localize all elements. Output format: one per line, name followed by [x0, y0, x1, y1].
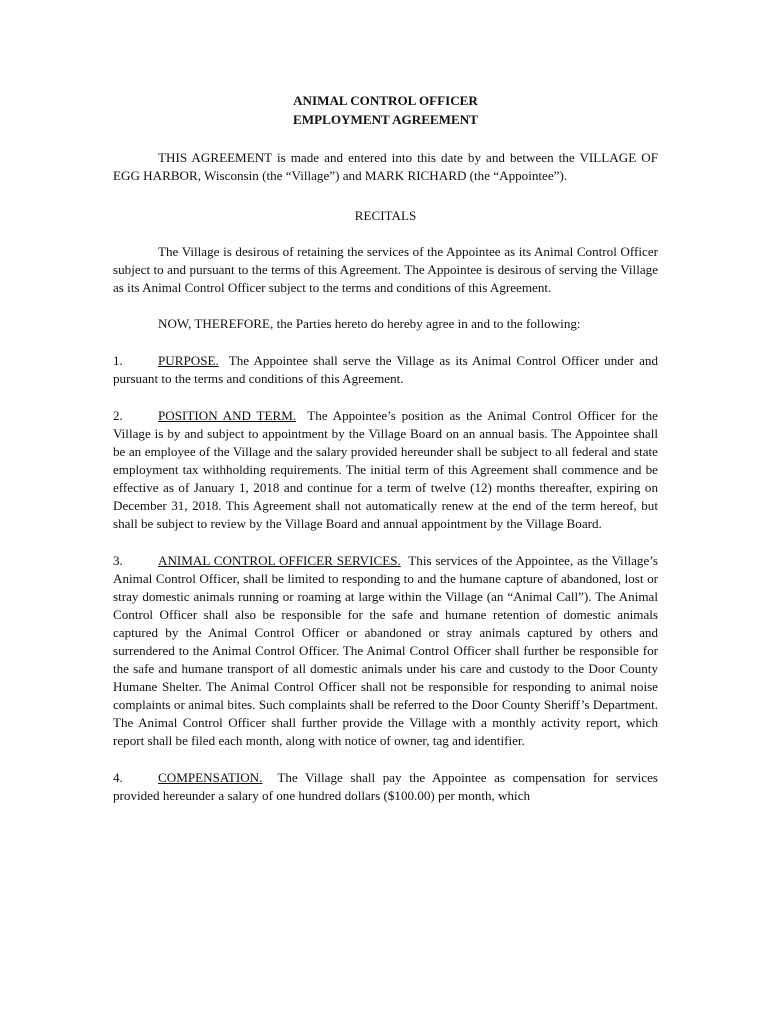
document-page — [113, 92, 658, 805]
intro-paragraph: THIS AGREEMENT is made and entered into this date by and between the VILLAGE OF EGG HARBOR, Wisconsin (the “Village”) and MARK RICHARD (the “Appointee”). — [113, 150, 658, 183]
section-purpose — [113, 352, 658, 388]
section-heading: ANIMAL CONTROL OFFICER SERVICES. — [158, 553, 401, 568]
section-animal-control-services — [113, 552, 658, 750]
section-number: 1. — [113, 353, 123, 368]
section-compensation — [113, 769, 658, 805]
section-body: The Village shall pay the Appointee as compensation for services provided hereunder a salary of one hundred dollars ($100.00) per month, which — [113, 770, 658, 803]
now-therefore-paragraph: NOW, THEREFORE, the Parties hereto do hereby agree in and to the following: — [158, 316, 581, 331]
recitals-heading: RECITALS — [354, 208, 417, 223]
section-number: 3. — [113, 553, 123, 568]
title-line-1: ANIMAL CONTROL OFFICER — [293, 93, 478, 108]
section-heading: PURPOSE. — [158, 353, 219, 368]
section-body: The Appointee’s position as the Animal Control Officer for the Village is by and subject to appointment by the Village Board on an annual basis. The Appointee shall be an employee of the Village and the salary provided hereunder shall be subject to all federal and state employment tax withholding requirements. The initial term of this Agreement shall commence and be effective as of January 1, 2018 and continue for a term of twelve (12) months thereafter, expiring on December 31, 2018. This Agreement shall not automatically renew at the end of the term hereof, but shall be subject to review by the Village Board and annual appointment by the Village Board. — [113, 408, 658, 531]
section-position-and-term — [113, 407, 658, 533]
section-heading: COMPENSATION. — [158, 770, 263, 785]
section-number: 2. — [113, 408, 123, 423]
section-heading: POSITION AND TERM. — [158, 408, 297, 423]
section-body: The Appointee shall serve the Village as its Animal Control Officer under and pursuant to the terms and conditions of this Agreement. — [113, 353, 658, 386]
section-body: This services of the Appointee, as the Village’s Animal Control Officer, shall be limited to responding to and the humane capture of abandoned, lost or stray domestic animals running or roaming at large within the Village (an “Animal Call”). The Animal Control Officer shall also be responsible for the safe and humane retention of domestic animals captured by the Animal Control Officer or abandoned or stray animals captured by others and surrendered to the Animal Control Officer. The Animal Control Officer shall further be responsible for the safe and humane transport of all domestic animals under his care and custody to the Door County Humane Shelter. The Animal Control Officer shall not be responsible for responding to animal noise complaints or animal bites. Such complaints shall be referred to the Door County Sheriff’s Department. The Animal Control Officer shall further provide the Village with a monthly activity report, which report shall be filed each month, along with notice of owner, tag and identifier. — [113, 553, 658, 748]
document-title — [113, 92, 658, 129]
title-line-2: EMPLOYMENT AGREEMENT — [293, 111, 478, 127]
section-number: 4. — [113, 770, 123, 785]
recital-paragraph: The Village is desirous of retaining the services of the Appointee as its Animal Control Officer subject to and pursuant to the terms of this Agreement. The Appointee is desirous of serving the Village as its Animal Control Officer subject to the terms and conditions of this Agreement. — [113, 244, 658, 295]
